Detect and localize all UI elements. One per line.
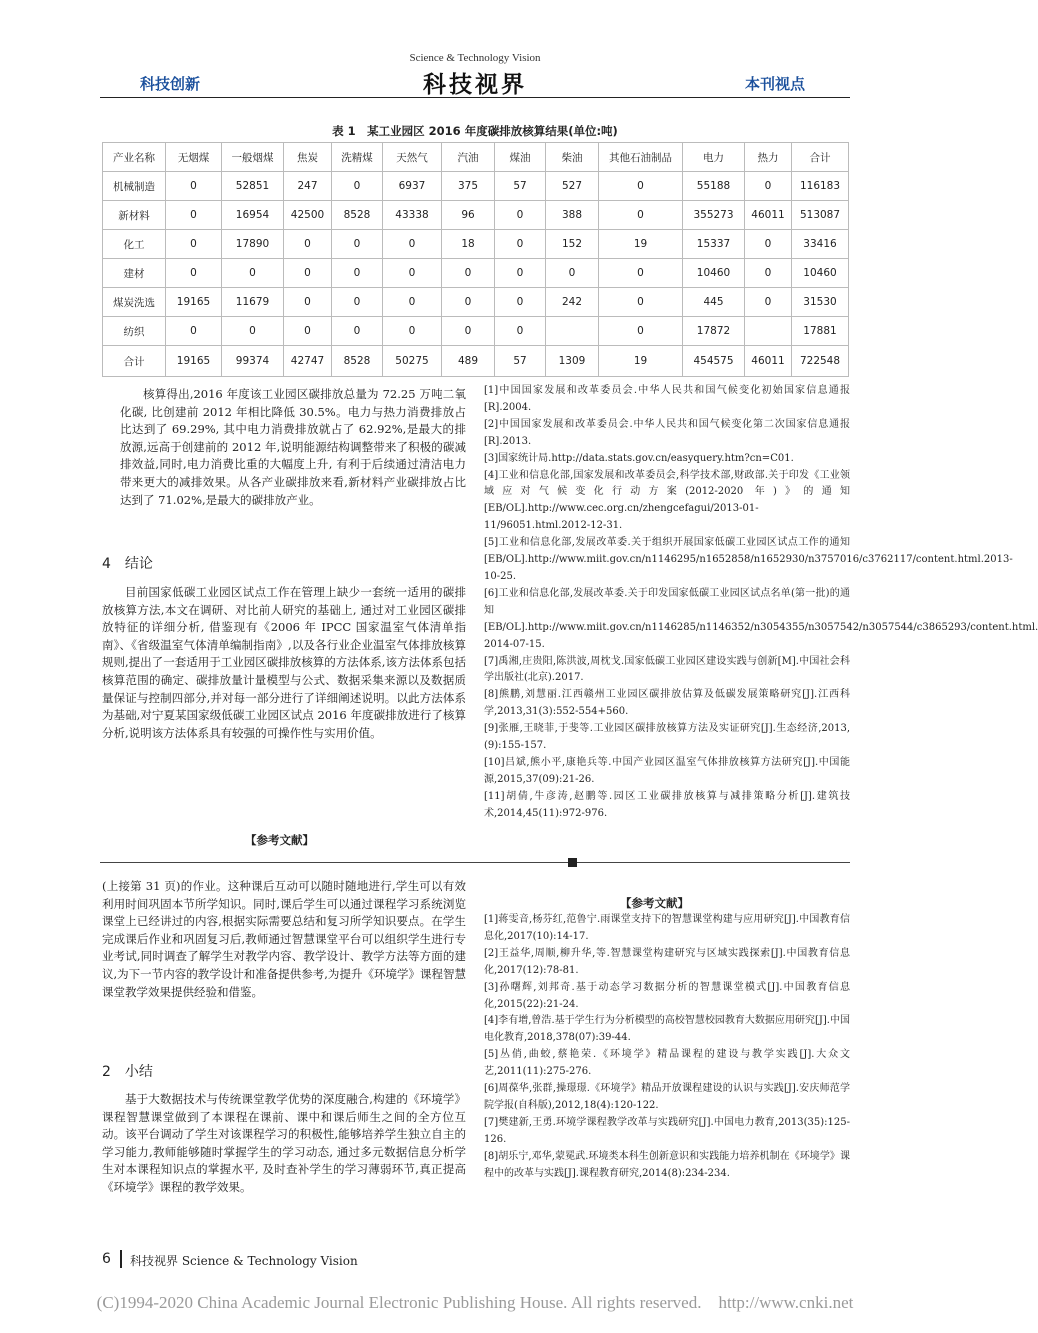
table-column-header: 无烟煤	[166, 143, 222, 172]
journal-english-title: Science & Technology Vision	[409, 52, 541, 64]
table-cell: 10460	[792, 259, 849, 288]
left-bottom-body	[102, 878, 466, 1001]
table-cell: 0	[745, 230, 792, 259]
page-number: 6	[102, 1251, 111, 1267]
table-row	[103, 230, 849, 259]
table-cell: 6937	[383, 172, 442, 201]
article-divider-right	[577, 862, 850, 863]
table-column-header: 柴油	[546, 143, 599, 172]
table-cell: 17881	[792, 317, 849, 346]
table-cell: 42747	[284, 346, 332, 377]
table-cell: 388	[546, 201, 599, 230]
table-cell: 15337	[683, 230, 745, 259]
table-row-label: 新材料	[103, 201, 166, 230]
table-column-header: 天然气	[383, 143, 442, 172]
table-cell: 55188	[683, 172, 745, 201]
divider-square	[568, 858, 577, 867]
table-cell: 8528	[332, 346, 383, 377]
table-cell: 0	[332, 230, 383, 259]
emission-table	[102, 142, 849, 377]
table-row	[103, 346, 849, 377]
table-row-label: 建材	[103, 259, 166, 288]
table-cell: 19	[599, 230, 683, 259]
table-column-header: 其他石油制品	[599, 143, 683, 172]
table-row-label: 煤炭洗选	[103, 288, 166, 317]
table-cell: 0	[745, 172, 792, 201]
table-cell: 355273	[683, 201, 745, 230]
table-cell: 57	[495, 346, 546, 377]
table-cell: 19165	[166, 346, 222, 377]
table-cell: 0	[546, 259, 599, 288]
table-cell: 50275	[383, 346, 442, 377]
references-list-bottom	[484, 912, 850, 1183]
table-cell: 33416	[792, 230, 849, 259]
table-column-header: 洗精煤	[332, 143, 383, 172]
reference-item: [6]工业和信息化部,发展改革委.关于印发国家低碳工业园区试点名单(第一批)的通知[EB/OL].http://www.miit.gov.cn/n1146285/n1146352/n3054355/n3057542/n3057544/c3865293/content.html. 2014-07-15.	[484, 587, 1038, 650]
reference-item: [9]张雁,王晓菲,于斐等.工业园区碳排放核算方法及实证研究[J].生态经济,2013,(9):155-157.	[484, 723, 850, 752]
table-cell: 489	[442, 346, 495, 377]
table-cell: 19165	[166, 288, 222, 317]
table-cell: 0	[442, 259, 495, 288]
reference-item: [2]王益华,周顺,柳升华,等.智慧课堂构建研究与区域实践探索[J].中国教育信息化,2017(12):78-81.	[484, 947, 850, 976]
article-divider	[100, 862, 568, 863]
table-cell: 513087	[792, 201, 849, 230]
table-cell: 0	[284, 288, 332, 317]
table-cell: 0	[599, 201, 683, 230]
references-heading-bottom: 【参考文献】	[620, 896, 689, 910]
reference-item: [7]禹湘,庄贵阳,陈洪波,周枕戈.国家低碳工业园区建设实践与创新[M].中国社会科学出版社(北京).2017.	[484, 655, 850, 684]
table-cell: 0	[442, 317, 495, 346]
table-row	[103, 259, 849, 288]
table-cell: 0	[166, 317, 222, 346]
table-cell: 46011	[745, 201, 792, 230]
reference-item: [10]吕斌,熊小平,康艳兵等.中国产业园区温室气体排放核算方法研究[J].中国能源,2015,37(09):21-26.	[484, 756, 850, 785]
table-cell: 0	[284, 317, 332, 346]
table-row-label: 合计	[103, 346, 166, 377]
table-cell: 0	[495, 259, 546, 288]
footer-bar	[120, 1250, 122, 1268]
table-column-header: 合计	[792, 143, 849, 172]
references-list-top	[484, 383, 1038, 823]
table-column-header: 汽油	[442, 143, 495, 172]
table-column-header: 煤油	[495, 143, 546, 172]
table-cell: 0	[599, 288, 683, 317]
table-cell: 42500	[284, 201, 332, 230]
table-column-header: 热力	[745, 143, 792, 172]
table-cell: 0	[166, 172, 222, 201]
table-cell: 52851	[222, 172, 284, 201]
result-paragraph: 核算得出,2016 年度该工业园区碳排放总量为 72.25 万吨二氧化碳, 比创建前 2012 年相比降低 30.5%。电力与热力消费排放占比达到了 69.29%, 其中电力消费排放就占了 62.92%,是最大的排放源,远高于创建前的 2012 年,说明能源结构调整带来了积极的碳减排效益,同时,电力消费比重的大幅度上升, 有利于后续通过清洁电力带来更大的减排效果。从各产业碳排放来看,新材料产业碳排放占比达到了 71.02%,是最大的碳排放产业。	[120, 387, 466, 507]
reference-item: [3]国家统计局.http://data.stats.gov.cn/easyquery.htm?cn=C01.	[484, 452, 794, 464]
continued-paragraph: (上接第 31 页)的作业。这种课后互动可以随时随地进行,学生可以有效利用时间巩固本节所学知识。同时,课后学生可以通过课程学习系统浏览课堂上已经讲过的内容,根据实际需要总结和复习所学知识要点。在学生完成课后作业和巩固复习后,教师通过智慧课堂平台可以组织学生进行专业考试,同时调查了解学生对教学内容、教学设计、教学方法等方面的建议,为下一节内容的教学设计和准备提供参考,为提升《环境学》课程智慧课堂教学效果提供经验和借鉴。	[102, 879, 466, 999]
table-cell: 0	[332, 317, 383, 346]
reference-item: [4]李有增,曾浩.基于学生行为分析模型的高校智慧校园教育大数据应用研究[J].中国电化教育,2018,378(07):39-44.	[484, 1015, 850, 1044]
table-caption: 表 1 某工业园区 2016 年度碳排放核算结果(单位:吨)	[332, 124, 618, 138]
table-cell: 17872	[683, 317, 745, 346]
table-column-header: 电力	[683, 143, 745, 172]
header-rule	[100, 97, 850, 98]
reference-item: [5]工业和信息化部,发展改革委.关于组织开展国家低碳工业园区试点工作的通知[EB/OL].http://www.miit.gov.cn/n1146295/n1652858/n1652930/n3757016/c3762117/content.html.2013-10-25.	[484, 537, 1013, 582]
table-column-header: 焦炭	[284, 143, 332, 172]
section-heading-conclusion: 4 结论	[102, 556, 153, 572]
table-cell: 445	[683, 288, 745, 317]
table-column-header: 一般烟煤	[222, 143, 284, 172]
table-cell	[745, 317, 792, 346]
table-cell: 722548	[792, 346, 849, 377]
reference-item: [3]孙曙辉,刘邦奇.基于动态学习数据分析的智慧课堂模式[J].中国教育信息化,2015(22):21-24.	[484, 981, 850, 1010]
table-cell: 1309	[546, 346, 599, 377]
section-label-left: 科技创新	[140, 75, 201, 93]
table-cell: 0	[495, 288, 546, 317]
left-conclusion-body	[102, 584, 466, 742]
summary-paragraph: 基于大数据技术与传统课堂教学优势的深度融合,构建的《环境学》课程智慧课堂做到了本课程在课前、课中和课后师生之间的全方位互动。该平台调动了学生对该课程学习的积极性,能够培养学生独立自主的学习能力,教师能够随时掌握学生的学习动态, 通过多元数据信息分析学生对本课程知识点的掌握水平, 及时查补学生的学习薄弱环节,真正提高《环境学》课程的教学效果。	[102, 1092, 466, 1194]
table-cell: 0	[222, 259, 284, 288]
table-cell: 527	[546, 172, 599, 201]
table-cell: 0	[495, 230, 546, 259]
table-header-row	[103, 143, 849, 172]
reference-item: [8]熊鹏,刘慧丽.江西赣州工业园区碳排放估算及低碳发展策略研究[J].江西科学,2013,31(3):552-554+560.	[484, 689, 850, 718]
table-cell: 17890	[222, 230, 284, 259]
table-cell: 0	[284, 230, 332, 259]
left-top-body	[120, 386, 466, 509]
table-cell: 116183	[792, 172, 849, 201]
table-cell: 0	[383, 288, 442, 317]
reference-item: [1]中国国家发展和改革委员会.中华人民共和国气候变化初始国家信息通报[R].2004.	[484, 385, 850, 413]
table-row-label: 化工	[103, 230, 166, 259]
conclusion-paragraph: 目前国家低碳工业园区试点工作在管理上缺少一套统一适用的碳排放核算方法,本文在调研、对比前人研究的基础上, 通过对工业园区碳排放特征的详细分析, 借鉴现有《2006 年 IPCC 国家温室气体清单指南》、《省级温室气体清单编制指南》,以及各行业企业温室气体排放核算规则,提出了一套适用于工业园区碳排放核算的方法体系,该方法体系包括核算范围的确定、碳排放量计量模型与公式、数据采集来源以及数据质量保证与控制四部分,并对每一部分进行了详细阐述说明。以此方法体系为基础,对宁夏某国家级低碳工业园区试点 2016 年度碳排放进行了核算分析,说明该方法体系具有较强的可操作性与实用价值。	[102, 585, 466, 740]
table-cell: 19	[599, 346, 683, 377]
reference-item: [8]胡乐宁,邓华,蒙冕武.环境类本科生创新意识和实践能力培养机制在《环境学》课程中的改革与实践[J].课程教育研究,2014(8):234-234.	[484, 1150, 850, 1179]
table-cell: 0	[166, 201, 222, 230]
table-cell: 0	[332, 172, 383, 201]
table-cell: 0	[222, 317, 284, 346]
table-cell: 46011	[745, 346, 792, 377]
table-cell: 43338	[383, 201, 442, 230]
table-cell: 242	[546, 288, 599, 317]
table-cell: 0	[745, 259, 792, 288]
table-cell: 454575	[683, 346, 745, 377]
table-cell: 57	[495, 172, 546, 201]
table-cell: 18	[442, 230, 495, 259]
reference-item: [5]丛俏,曲蛟,蔡艳荣.《环境学》精品课程的建设与教学实践[J].大众文艺,2011(11):275-276.	[484, 1049, 850, 1078]
table-cell: 0	[383, 259, 442, 288]
table-cell: 8528	[332, 201, 383, 230]
table-cell: 0	[383, 230, 442, 259]
reference-item: [2]中国国家发展和改革委员会.中华人民共和国气候变化第二次国家信息通报[R].2013.	[484, 418, 850, 447]
table-row	[103, 288, 849, 317]
table-cell: 0	[284, 259, 332, 288]
reference-item: [11]胡倩,牛彦涛,赵鹏等.园区工业碳排放核算与减排策略分析[J].建筑技术,2014,45(11):972-976.	[484, 790, 850, 819]
reference-item: [1]蒋雯音,杨芬红,范鲁宁.雨课堂支持下的智慧课堂构建与应用研究[J].中国教育信息化,2017(10):14-17.	[484, 914, 850, 942]
table-cell: 10460	[683, 259, 745, 288]
table-cell: 99374	[222, 346, 284, 377]
table-cell: 0	[442, 288, 495, 317]
table-cell: 375	[442, 172, 495, 201]
table-cell: 0	[599, 317, 683, 346]
table-cell: 152	[546, 230, 599, 259]
reference-item: [4]工业和信息化部,国家发展和改革委员会,科学技术部,财政部.关于印发《工业领域应对气候变化行动方案(2012-2020 年)》的通知[EB/OL].http://www.cec.org.cn/zhengcefagui/2013-01-11/96051.html.2012-12-31.	[484, 469, 850, 532]
table-cell: 0	[745, 288, 792, 317]
table-cell: 31530	[792, 288, 849, 317]
table-cell: 0	[599, 259, 683, 288]
table-cell: 0	[495, 201, 546, 230]
table-cell: 0	[166, 230, 222, 259]
table-row	[103, 201, 849, 230]
table-cell: 0	[495, 317, 546, 346]
table-cell: 96	[442, 201, 495, 230]
reference-item: [7]樊建新,王勇.环境学课程教学改革与实践研究[J].中国电力教育,2013(35):125-126.	[484, 1116, 850, 1145]
references-heading-top: 【参考文献】	[245, 833, 314, 847]
table-cell: 0	[383, 317, 442, 346]
section-heading-summary: 2 小结	[102, 1064, 153, 1080]
table-cell: 16954	[222, 201, 284, 230]
table-cell: 0	[332, 259, 383, 288]
section-label-right: 本刊视点	[745, 75, 806, 93]
summary-body	[102, 1091, 466, 1197]
table-row-label: 纺织	[103, 317, 166, 346]
table-cell	[546, 317, 599, 346]
table-column-header: 产业名称	[103, 143, 166, 172]
copyright-watermark: (C)1994-2020 China Academic Journal Electronic Publishing House. All rights reserved. http://www.cnki.net	[96, 1293, 854, 1312]
table-row-label: 机械制造	[103, 172, 166, 201]
journal-title: 科技视界	[423, 71, 527, 98]
reference-item: [6]周葆华,张群,操璟璟.《环境学》精品开放课程建设的认识与实践[J].安庆师范学院学报(自科版),2012,18(4):120-122.	[484, 1083, 850, 1111]
table-cell: 247	[284, 172, 332, 201]
table-cell: 0	[599, 172, 683, 201]
table-row	[103, 317, 849, 346]
footer-journal: 科技视界 Science & Technology Vision	[130, 1254, 358, 1268]
table-cell: 11679	[222, 288, 284, 317]
table-cell: 0	[332, 288, 383, 317]
table-row	[103, 172, 849, 201]
table-cell: 0	[166, 259, 222, 288]
